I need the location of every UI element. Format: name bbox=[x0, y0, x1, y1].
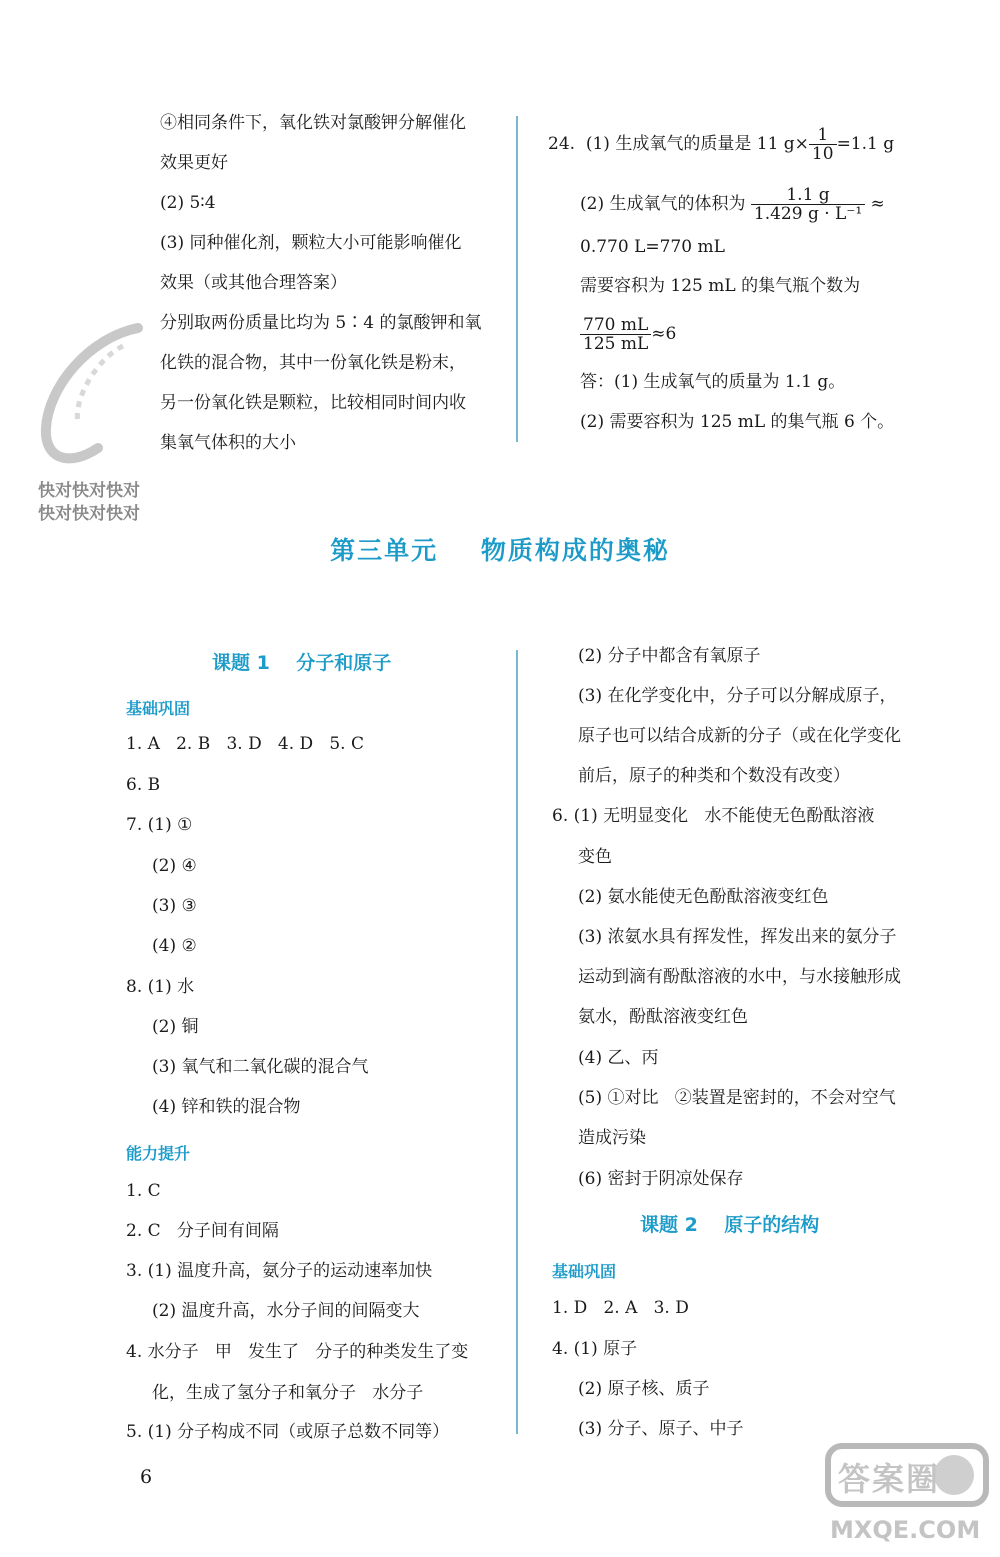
answer-line: 化，生成了氢分子和氧分子 水分子 bbox=[152, 1383, 424, 1403]
lesson-title: 课题 1 分子和原子 bbox=[212, 652, 392, 674]
section-heading: 基础巩固 bbox=[552, 1262, 617, 1281]
answer-line: (4) ② bbox=[152, 936, 197, 956]
answer-line: (3) 氧气和二氧化碳的混合气 bbox=[152, 1057, 369, 1077]
answer-line: 另一份氧化铁是颗粒，比较相同时间内收 bbox=[160, 393, 466, 413]
section-heading: 能力提升 bbox=[126, 1144, 191, 1163]
answer-line: 造成污染 bbox=[578, 1128, 646, 1148]
q24-number: 24. bbox=[548, 134, 576, 154]
answer-line: 7. (1) ① bbox=[126, 815, 193, 835]
column-divider bbox=[516, 650, 518, 1434]
q24-line-7: (2) 需要容积为 125 mL 的集气瓶 6 个。 bbox=[580, 412, 895, 432]
q24-line-4: 需要容积为 125 mL 的集气瓶个数为 bbox=[580, 276, 861, 296]
q24-text: (2) 生成氧气的体积为 bbox=[580, 194, 746, 214]
answer-line: (3) 同种催化剂，颗粒大小可能影响催化 bbox=[160, 233, 462, 253]
answer-line: 6. B bbox=[126, 775, 161, 795]
q24-line-1 bbox=[548, 126, 894, 163]
q24-line-2 bbox=[580, 186, 885, 223]
answer-line: 6. (1) 无明显变化 水不能使无色酚酞溶液 bbox=[552, 806, 875, 826]
answer-line: 1. C bbox=[126, 1181, 161, 1201]
lesson-title: 课题 2 原子的结构 bbox=[640, 1214, 820, 1236]
page-number: 6 bbox=[140, 1466, 153, 1488]
answer-line: (3) 浓氨水具有挥发性，挥发出来的氨分子 bbox=[578, 927, 897, 947]
answer-line: 前后，原子的种类和个数没有改变） bbox=[578, 766, 850, 786]
answer-line: (5) ①对比 ②装置是密封的，不会对空气 bbox=[578, 1088, 896, 1108]
unit-title: 第三单元 物质构成的奥秘 bbox=[330, 536, 670, 565]
answer-line: 分别取两份质量比均为 5∶4 的氯酸钾和氧 bbox=[160, 313, 482, 333]
q24-line-5 bbox=[580, 316, 676, 353]
answer-line: (2) 5∶4 bbox=[160, 193, 216, 213]
watermark-swirl-icon bbox=[28, 318, 168, 478]
fraction: $\frac{1}{10}$ bbox=[809, 126, 837, 163]
watermark-text: 快对快对快对 bbox=[38, 481, 140, 501]
q24-text: ≈6 bbox=[651, 324, 677, 344]
answer-line: (3) ③ bbox=[152, 896, 197, 916]
answer-line: 4. (1) 原子 bbox=[552, 1339, 638, 1359]
section-heading: 基础巩固 bbox=[126, 699, 191, 718]
watermark-site: MXQE.COM bbox=[830, 1516, 981, 1544]
answer-line: 变色 bbox=[578, 847, 612, 867]
answer-line: 5. (1) 分子构成不同（或原子总数不同等） bbox=[126, 1422, 450, 1442]
answer-line: 运动到滴有酚酞溶液的水中，与水接触形成 bbox=[578, 967, 901, 987]
q24-line-6: 答：(1) 生成氧气的质量为 1.1 g。 bbox=[580, 372, 846, 392]
watermark-logo bbox=[822, 1440, 992, 1550]
answer-line: (4) 锌和铁的混合物 bbox=[152, 1097, 301, 1117]
answer-line: 1. D 2. A 3. D bbox=[552, 1298, 689, 1318]
answer-line: 集氧气体积的大小 bbox=[160, 433, 296, 453]
answer-line: 效果（或其他合理答案） bbox=[160, 273, 347, 293]
answer-line: (2) 氨水能使无色酚酞溶液变红色 bbox=[578, 887, 829, 907]
answer-line: 2. C 分子间有间隔 bbox=[126, 1221, 279, 1241]
answer-line: ④相同条件下，氧化铁对氯酸钾分解催化 bbox=[160, 113, 466, 133]
q24-text: =1.1 g bbox=[836, 134, 895, 154]
answer-line: (3) 分子、原子、中子 bbox=[578, 1419, 744, 1439]
answer-line: (2) ④ bbox=[152, 856, 197, 876]
answer-line: 1. A 2. B 3. D 4. D 5. C bbox=[126, 734, 364, 754]
q24-line-3: 0.770 L=770 mL bbox=[580, 237, 725, 257]
answer-line: 效果更好 bbox=[160, 153, 228, 173]
answer-line: 原子也可以结合成新的分子（或在化学变化 bbox=[578, 726, 901, 746]
answer-line: 4. 水分子 甲 发生了 分子的种类发生了变 bbox=[126, 1342, 469, 1362]
answer-line: (3) 在化学变化中，分子可以分解成原子， bbox=[578, 686, 897, 706]
answer-line: 8. (1) 水 bbox=[126, 977, 195, 997]
column-divider bbox=[516, 116, 518, 442]
fraction: $\frac{770 mL}{125 mL}$ bbox=[580, 316, 651, 353]
answer-line: 化铁的混合物，其中一份氧化铁是粉末， bbox=[160, 353, 466, 373]
answer-line: (4) 乙、丙 bbox=[578, 1048, 659, 1068]
answer-line: (2) 铜 bbox=[152, 1017, 199, 1037]
answer-line: (2) 分子中都含有氧原子 bbox=[578, 646, 761, 666]
fraction: $\frac{1.1 g}{\text{1.429 g · L⁻¹}}$ bbox=[751, 186, 865, 223]
q24-text: ≈ bbox=[870, 194, 885, 214]
answer-line: 氨水，酚酞溶液变红色 bbox=[578, 1007, 748, 1027]
answer-line: (2) 原子核、质子 bbox=[578, 1379, 710, 1399]
watermark-badge-text: 答案圈 bbox=[838, 1460, 941, 1498]
answer-line: (2) 温度升高，水分子间的间隔变大 bbox=[152, 1301, 420, 1321]
answer-line: 3. (1) 温度升高，氨分子的运动速率加快 bbox=[126, 1261, 433, 1281]
watermark-text: 快对快对快对 bbox=[38, 504, 140, 524]
answer-line: (6) 密封于阴凉处保存 bbox=[578, 1169, 744, 1189]
q24-text: (1) 生成氧气的质量是 11 g× bbox=[585, 134, 809, 154]
